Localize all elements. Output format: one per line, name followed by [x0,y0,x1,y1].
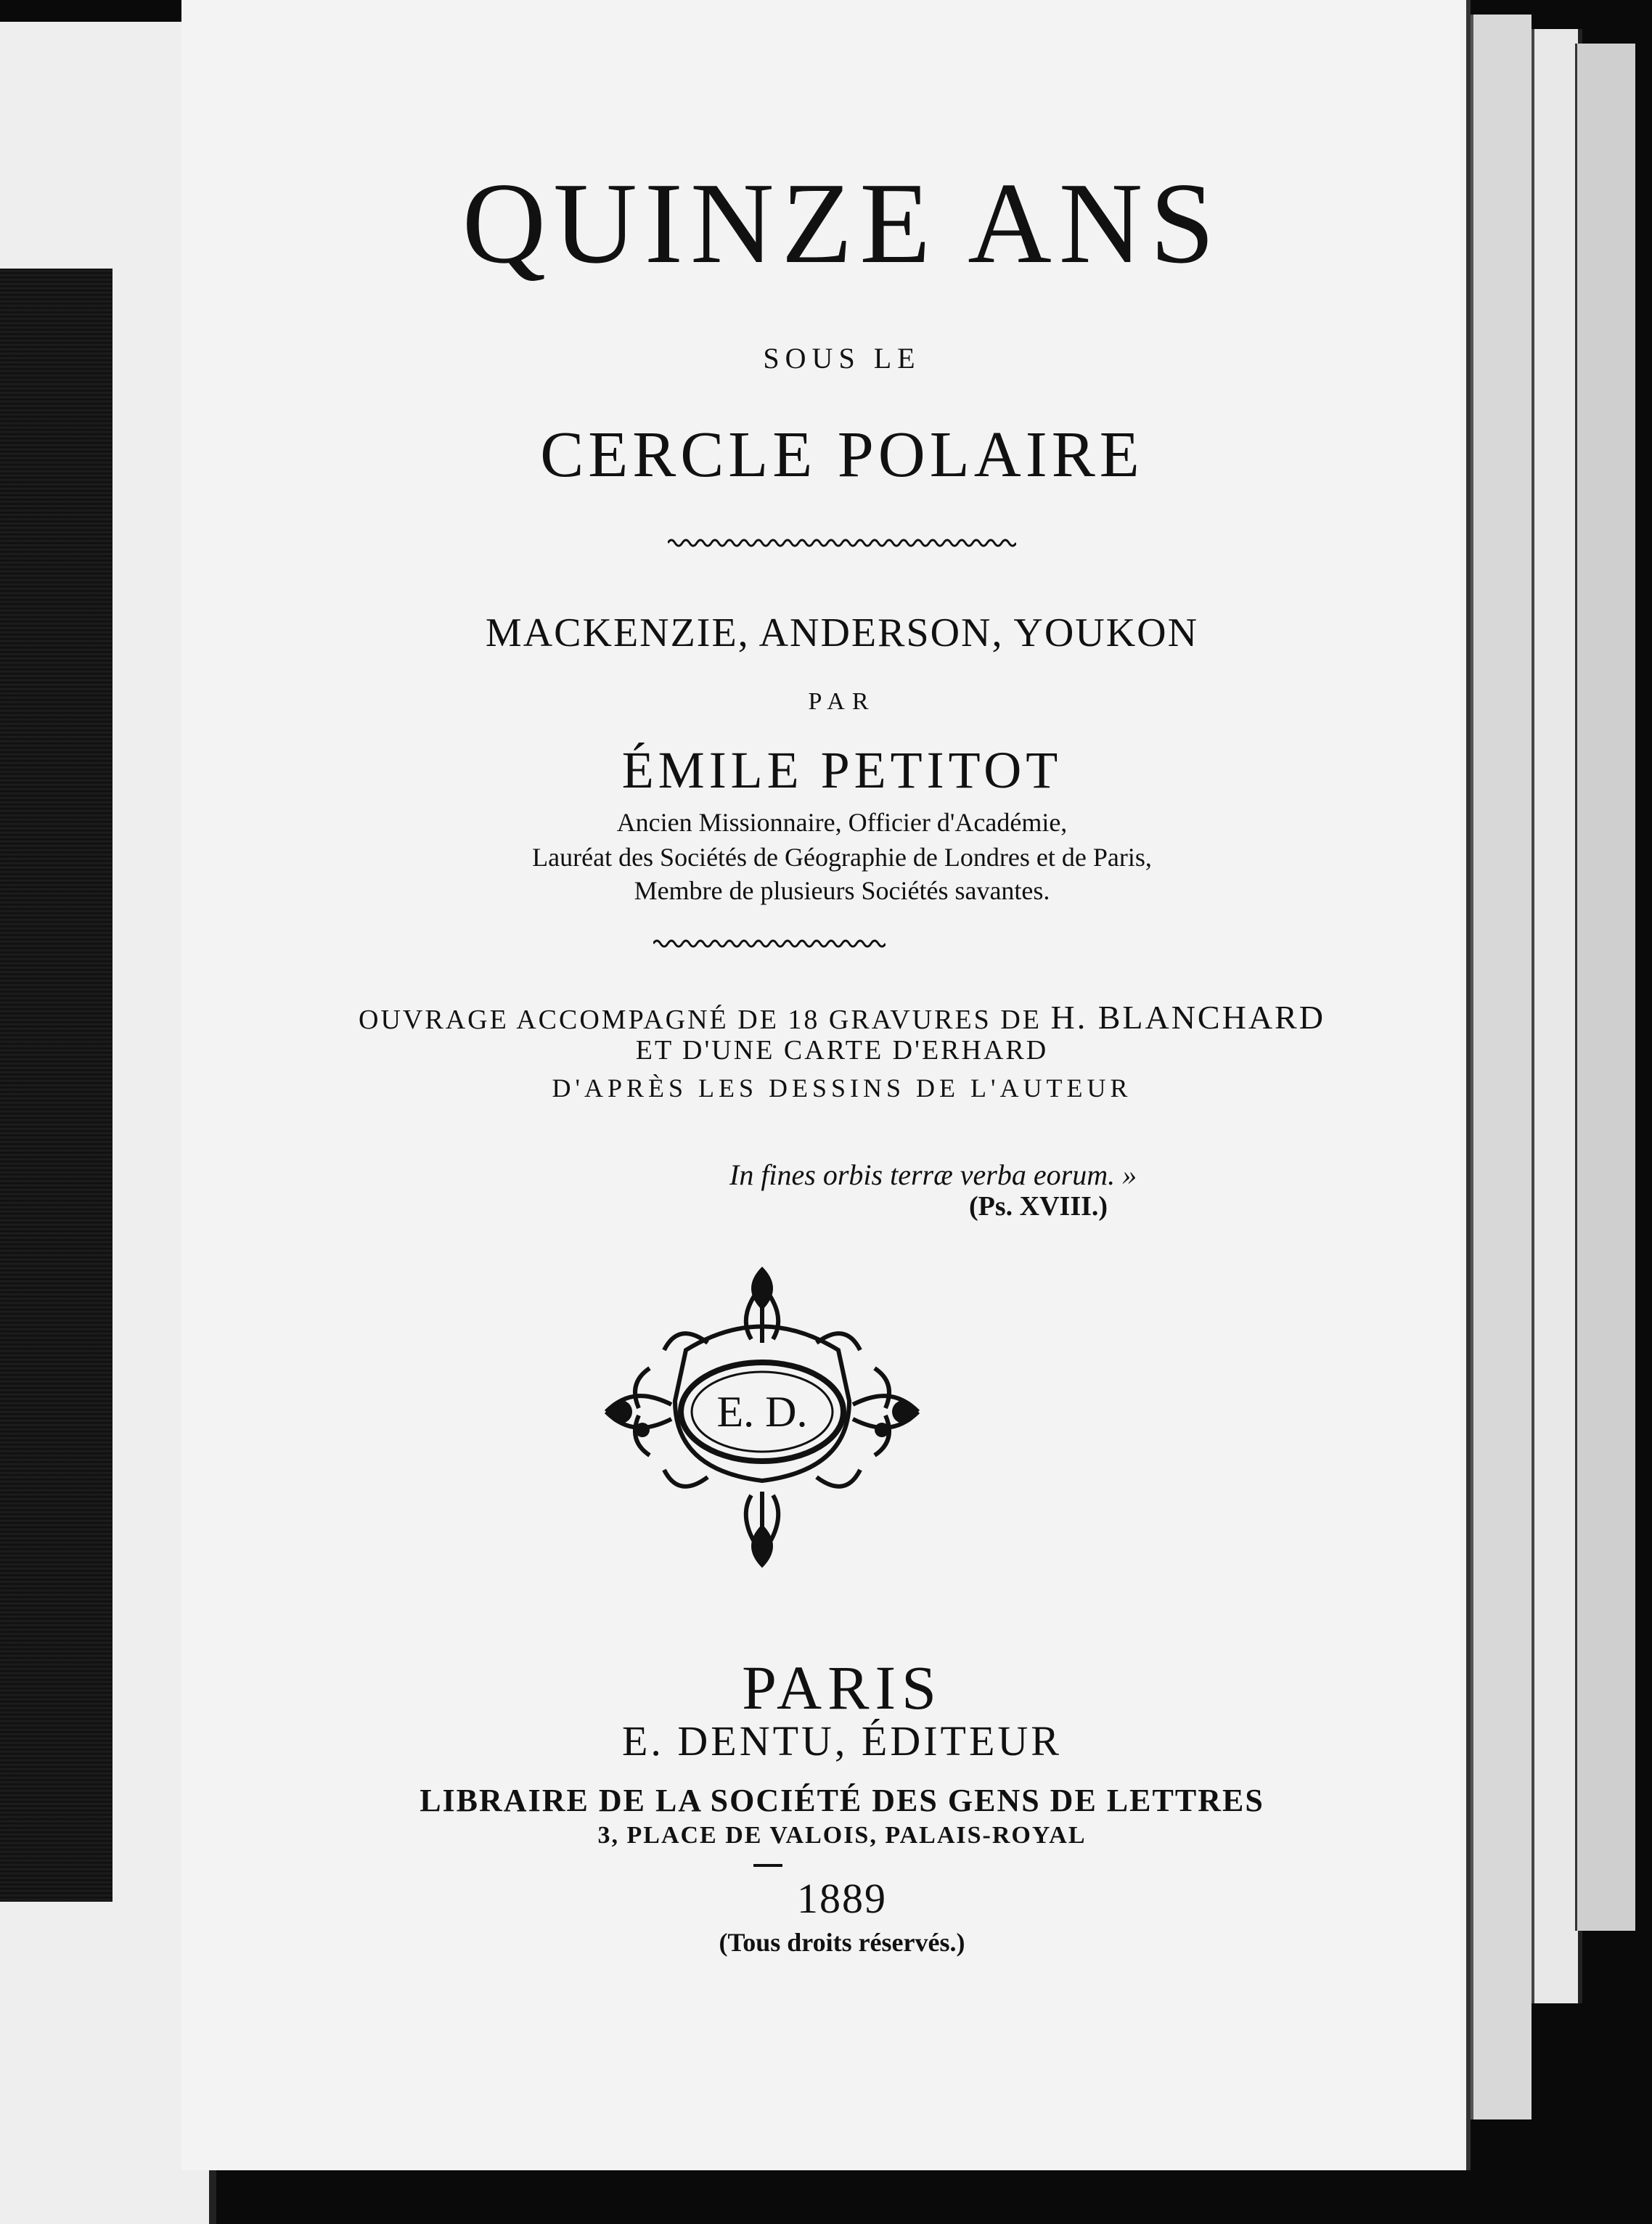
author-name: ÉMILE PETITOT [621,741,1063,799]
author-credential: Membre de plusieurs Sociétés savantes. [634,876,1050,905]
illustrations-text: OUVRAGE ACCOMPAGNÉ DE 18 GRAVURES DE [359,1005,1042,1035]
epigraph: In fines orbis terræ verba eorum. » [729,1158,1137,1191]
separator-dash [753,1864,782,1867]
subtitle-connector: SOUS LE [763,342,921,375]
rivers-line: MACKENZIE, ANDERSON, YOUKON [485,610,1199,655]
book-subtitle: CERCLE POLAIRE [540,419,1144,491]
publication-year: 1889 [797,1875,887,1922]
rights-notice: (Tous droits réservés.) [719,1928,965,1957]
illustrator-name: H. BLANCHARD [1050,999,1325,1036]
publisher-name: E. DENTU, ÉDITEUR [621,1717,1062,1765]
page-edge [1471,15,1532,2119]
publisher-emblem [599,1259,925,1571]
publisher-emblem-graphic [599,1259,925,1571]
illustrations-line-3: D'APRÈS LES DESSINS DE L'AUTEUR [552,1074,1132,1103]
illustrations-line-1 [218,998,1466,1037]
epigraph-source: (Ps. XVIII.) [969,1191,1108,1222]
publication-city: PARIS [742,1653,942,1722]
emblem-initials: E. D. [716,1388,808,1436]
left-facing-page [0,22,210,2224]
by-line: PAR [808,688,876,715]
ornamental-rule [668,536,1016,550]
ornamental-rule [653,936,886,951]
illustrations-line-2: ET D'UNE CARTE D'ERHARD [635,1035,1049,1066]
book-title: QUINZE ANS [462,158,1222,287]
publisher-address: 3, PLACE DE VALOIS, PALAIS-ROYAL [597,1822,1087,1849]
author-credential: Lauréat des Sociétés de Géographie de Londres et de Paris, [532,843,1152,872]
author-credential: Ancien Missionnaire, Officier d'Académie, [616,808,1068,837]
page-edge [1575,44,1635,1931]
publisher-role: LIBRAIRE DE LA SOCIÉTÉ DES GENS DE LETTRES [420,1783,1264,1818]
engraving-plate [0,269,113,1902]
